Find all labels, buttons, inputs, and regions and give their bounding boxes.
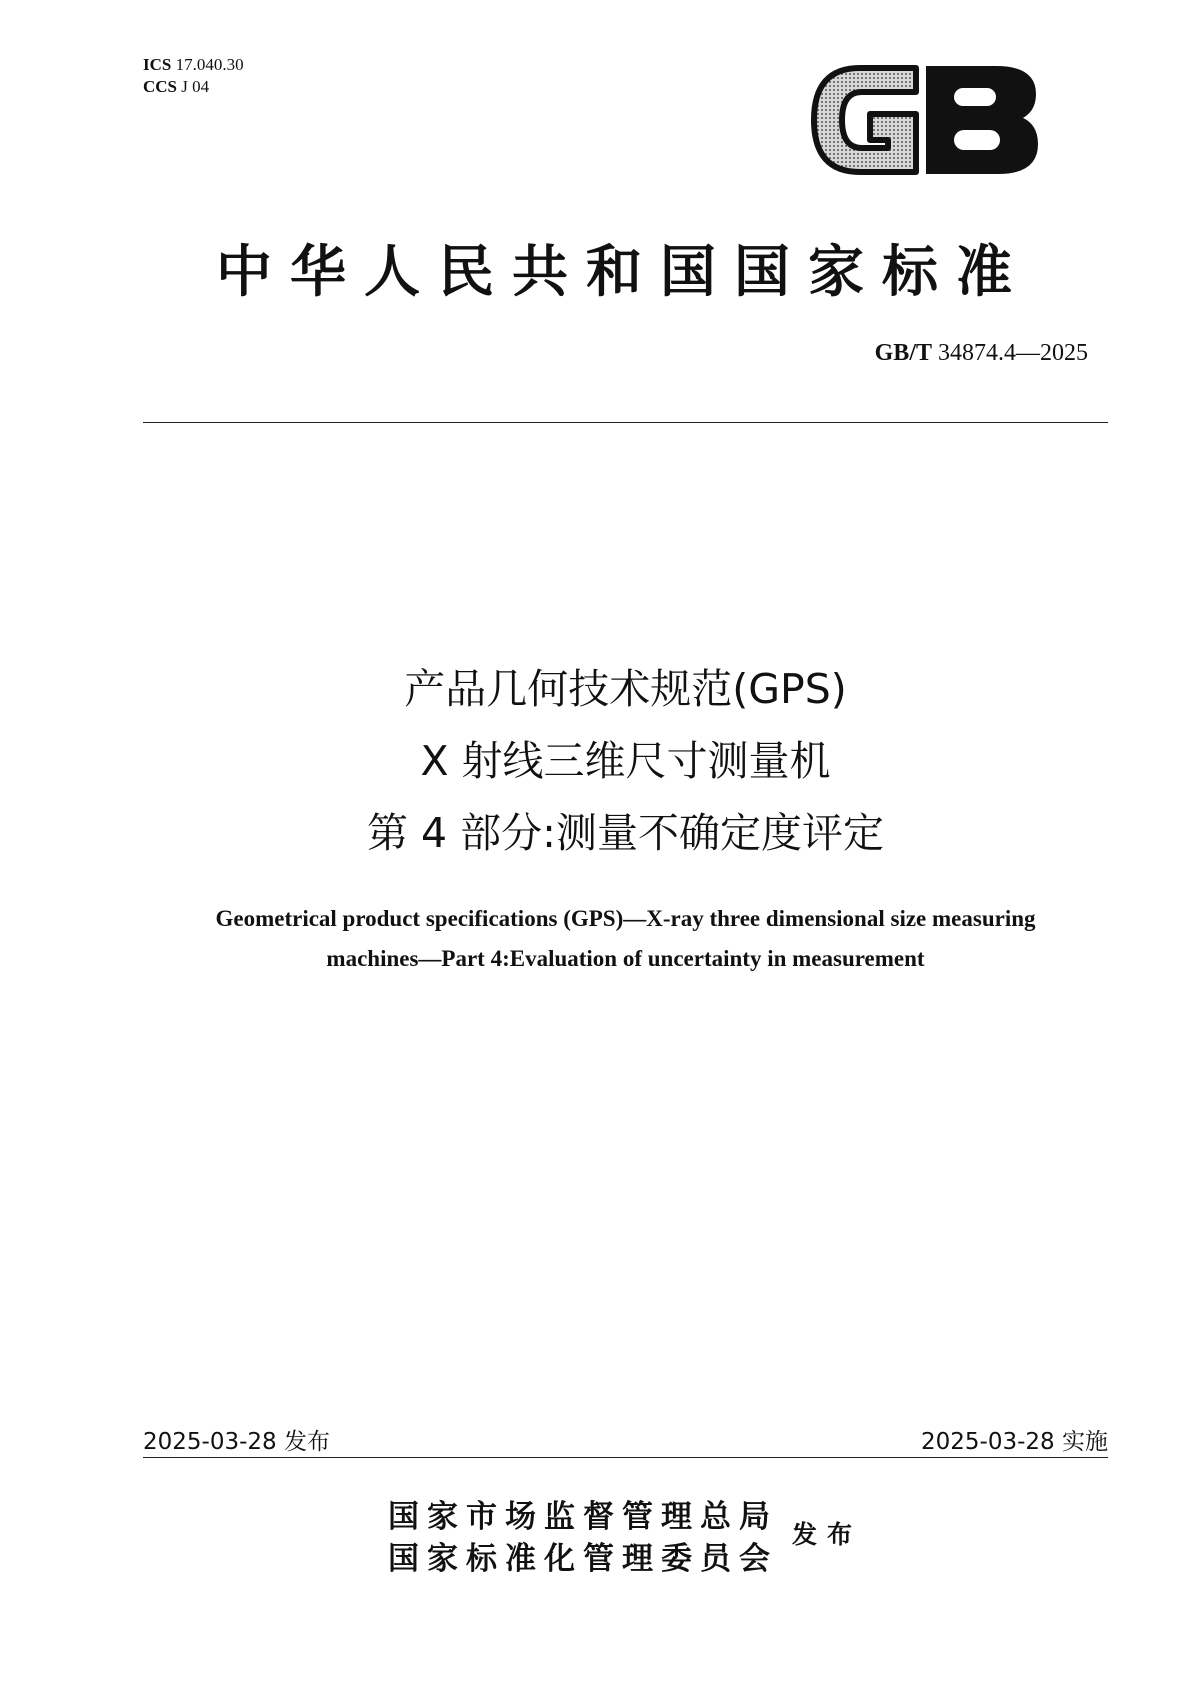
publish-label: 发布 bbox=[792, 1520, 863, 1549]
implementation-date: 2025-03-28 实施 bbox=[921, 1429, 1108, 1455]
title-zh-line1: 产品几何技术规范(GPS) bbox=[404, 665, 847, 713]
title-en-line2: machines—Part 4:Evaluation of uncertainty in measurement bbox=[326, 946, 925, 971]
title-zh-line2: X 射线三维尺寸测量机 bbox=[420, 737, 831, 785]
issuer-sac: 国家标准化管理委员会 bbox=[388, 1541, 778, 1577]
gb-logo bbox=[808, 60, 1042, 180]
issuer-samr: 国家市场监督管理总局 bbox=[388, 1499, 778, 1535]
gb-logo-graphic bbox=[808, 60, 1042, 180]
title-zh-line3: 第 4 部分:测量不确定度评定 bbox=[367, 809, 884, 857]
ccs-code: CCS J 04 bbox=[143, 77, 210, 96]
standard-number: GB/T 34874.4—2025 bbox=[874, 340, 1088, 366]
title-en-line1: Geometrical product specifications (GPS)—X-ray three dimensional size measuring bbox=[215, 906, 1036, 931]
national-standard-title: 中华人民共和国国家标准 bbox=[216, 239, 1030, 305]
issue-date: 2025-03-28 发布 bbox=[143, 1429, 330, 1455]
classification-codes bbox=[143, 54, 244, 98]
top-divider bbox=[143, 422, 1108, 423]
issuing-authorities bbox=[388, 1496, 778, 1580]
bottom-divider bbox=[143, 1457, 1108, 1458]
ics-code: ICS 17.040.30 bbox=[143, 55, 244, 74]
